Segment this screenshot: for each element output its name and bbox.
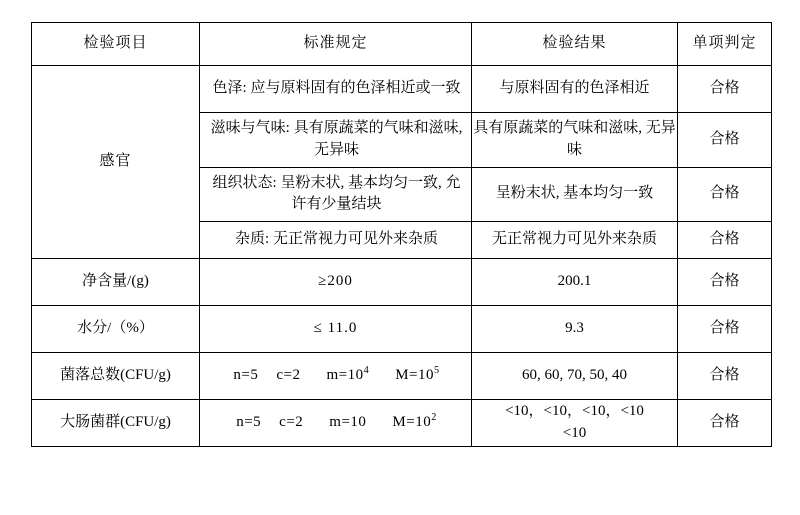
table-header-row (32, 23, 772, 66)
sensory-judgement-texture: 合格 (678, 167, 772, 222)
judgement-coliform: 合格 (678, 400, 772, 447)
result-net-content: 200.1 (472, 259, 678, 306)
table-row (32, 400, 772, 447)
tpc-M-exp: 5 (434, 365, 440, 377)
item-net-content: 净含量/(g) (32, 259, 200, 306)
tpc-m: m=10 (326, 367, 364, 384)
sensory-standard-texture: 组织状态: 呈粉末状, 基本均匀一致, 允许有少量结块 (200, 167, 472, 222)
sensory-result-color: 与原料固有的色泽相近 (472, 66, 678, 113)
tpc-c: c=2 (276, 367, 301, 384)
inspection-report-table (31, 22, 772, 447)
header-standard: 标准规定 (200, 23, 472, 66)
header-result: 检验结果 (472, 23, 678, 66)
sensory-result-impurity: 无正常视力可见外来杂质 (472, 222, 678, 259)
judgement-total-plate-count: 合格 (678, 353, 772, 400)
coliform-n: n=5 (236, 414, 262, 431)
table-row (32, 353, 772, 400)
coliform-M: M=10 (392, 414, 432, 431)
standard-moisture: ≤ 11.0 (200, 306, 472, 353)
sensory-judgement-color: 合格 (678, 66, 772, 113)
standard-total-plate-count (200, 353, 472, 400)
result-coliform (472, 400, 678, 447)
sensory-judgement-impurity: 合格 (678, 222, 772, 259)
judgement-net-content: 合格 (678, 259, 772, 306)
sensory-result-texture: 呈粉末状, 基本均匀一致 (472, 167, 678, 222)
table-row (32, 306, 772, 353)
sensory-result-flavor: 具有原蔬菜的气味和滋味, 无异味 (472, 113, 678, 168)
result-moisture: 9.3 (472, 306, 678, 353)
result-coliform-line2: <10 (562, 425, 587, 441)
sensory-judgement-flavor: 合格 (678, 113, 772, 168)
table-row (32, 259, 772, 306)
header-judgement: 单项判定 (678, 23, 772, 66)
sensory-label: 感官 (32, 66, 200, 259)
tpc-m-exp: 4 (363, 365, 370, 377)
item-moisture: 水分/（%） (32, 306, 200, 353)
result-coliform-line1: <10，<10，<10，<10 (505, 403, 644, 420)
coliform-c: c=2 (279, 414, 304, 431)
coliform-m: m=10 (329, 414, 367, 431)
tpc-M: M=10 (395, 367, 435, 384)
item-coliform: 大肠菌群(CFU/g) (32, 400, 200, 447)
tpc-n: n=5 (233, 367, 259, 384)
sensory-standard-color: 色泽: 应与原料固有的色泽相近或一致 (200, 66, 472, 113)
table-row (32, 66, 772, 113)
judgement-moisture: 合格 (678, 306, 772, 353)
result-total-plate-count: 60, 60, 70, 50, 40 (472, 353, 678, 400)
sensory-standard-flavor: 滋味与气味: 具有原蔬菜的气味和滋味, 无异味 (200, 113, 472, 168)
standard-coliform (200, 400, 472, 447)
coliform-M-exp: 2 (431, 412, 437, 424)
item-total-plate-count: 菌落总数(CFU/g) (32, 353, 200, 400)
sensory-standard-impurity: 杂质: 无正常视力可见外来杂质 (200, 222, 472, 259)
standard-net-content: ≥200 (200, 259, 472, 306)
header-item: 检验项目 (32, 23, 200, 66)
